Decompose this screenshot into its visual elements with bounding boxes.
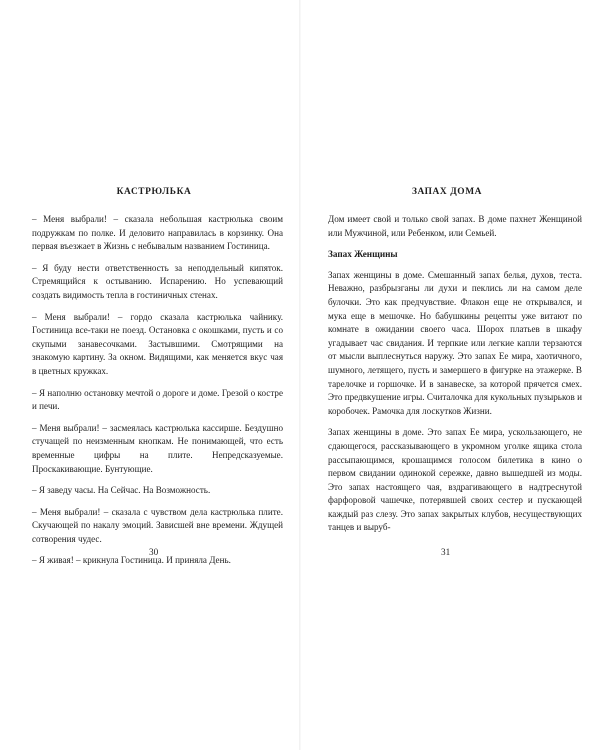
right-page-number: 31 xyxy=(441,547,451,557)
left-page-title: КАСТРЮЛЬКА xyxy=(116,187,192,197)
paragraph: – Я живая! – крикнула Гостиница. И приняла День. xyxy=(32,555,231,566)
left-page-text xyxy=(32,213,283,568)
left-page-number: 30 xyxy=(149,547,159,557)
paragraph: – Я заведу часы. На Сейчас. На Возможность. xyxy=(32,485,211,496)
paragraph: Запах женщины в доме. Смешанный запах белья, духов, теста. Неважно, разбрызганы ли духи и пеклись ли на самом деле булочки. Это как предчувствие. Флакон еще не открывался, и мука еще в мешочке. Но бабушкины рецепты уже витают по комнате в ожидании своего часа. Шорох платьев в шкафу угадывает час свидания. И терпкие или легкие капли терзаются от мысли выплеснуться наружу. Это запах Ее мира, хаотичного, шумного, летящего, пусть и замершего в фигурке на этажерке. В тарелочке и горшочке. И в занавеске, за которой прячется смех. Это предвкушение игры. Считалочка для кукольных пузырьков и коробочек. Рамочка для лоскутков Жизни. xyxy=(328,269,582,416)
paragraph: – Я буду нести ответственность за неподдельный кипяток. Стремящийся к остыванию. Испарению. Но успевающий создать видимость тепла в гостиничных стенах. xyxy=(32,262,283,300)
paragraph: – Меня выбрали! – гордо сказала кастрюлька чайнику. Гостиница все-таки не поезд. Остановка с окошками, пусть и со скупыми занавесочками. Застывшими. Смотрящими на знакомую картину. За окном. Видящими, как меняется вкус чая в цветных кружках. xyxy=(32,311,283,376)
paragraph: – Я наполню остановку мечтой о дороге и доме. Грезой о костре и печи. xyxy=(32,387,283,412)
subheading: Запах Женщины xyxy=(328,249,398,260)
paragraph: – Меня выбрали! – сказала с чувством дела кастрюлька плите. Скучающей по накалу эмоций. Зависшей вне времени. Ждущей сотворения чудес. xyxy=(32,506,283,544)
intro-paragraph: Дом имеет свой и только свой запах. В доме пахнет Женщиной или Мужчиной, или Ребенком, или Семьей. xyxy=(328,214,582,238)
paragraph: – Меня выбрали! – засмеялась кастрюлька кассирше. Бездушно стучащей по неизменным кнопкам. Не понимающей, что есть временные цифры на плите. Непредсказуемые. Проскакивающие. Бунтующие. xyxy=(32,422,283,474)
right-page-text xyxy=(328,213,582,535)
paragraph: – Меня выбрали! – сказала небольшая кастрюлька своим подружкам по полке. И деловито направилась в корзинку. Она первая въезжает в Жизнь с небывалым названием Гостиница. xyxy=(32,214,283,252)
right-page-title: ЗАПАХ ДОМА xyxy=(411,187,483,197)
right-page xyxy=(300,0,600,750)
paragraph: Запах женщины в доме. Это запах Ее мира, ускользающего, не сдающегося, рассказывающего в укромном уголке ящика стола рассыпающимся, крошащимся голосом билетика в кино о первом свидании одинокой сережке, давно вышедшей из моды. Это запах настоящего чая, вздрагивающего в надтреснутой фарфоровой чашечке, потерявшей своих сестер и пускающей каждый раз слезу. Это запах закрытых клубов, несуществующих танцев и выруб- xyxy=(328,427,582,533)
